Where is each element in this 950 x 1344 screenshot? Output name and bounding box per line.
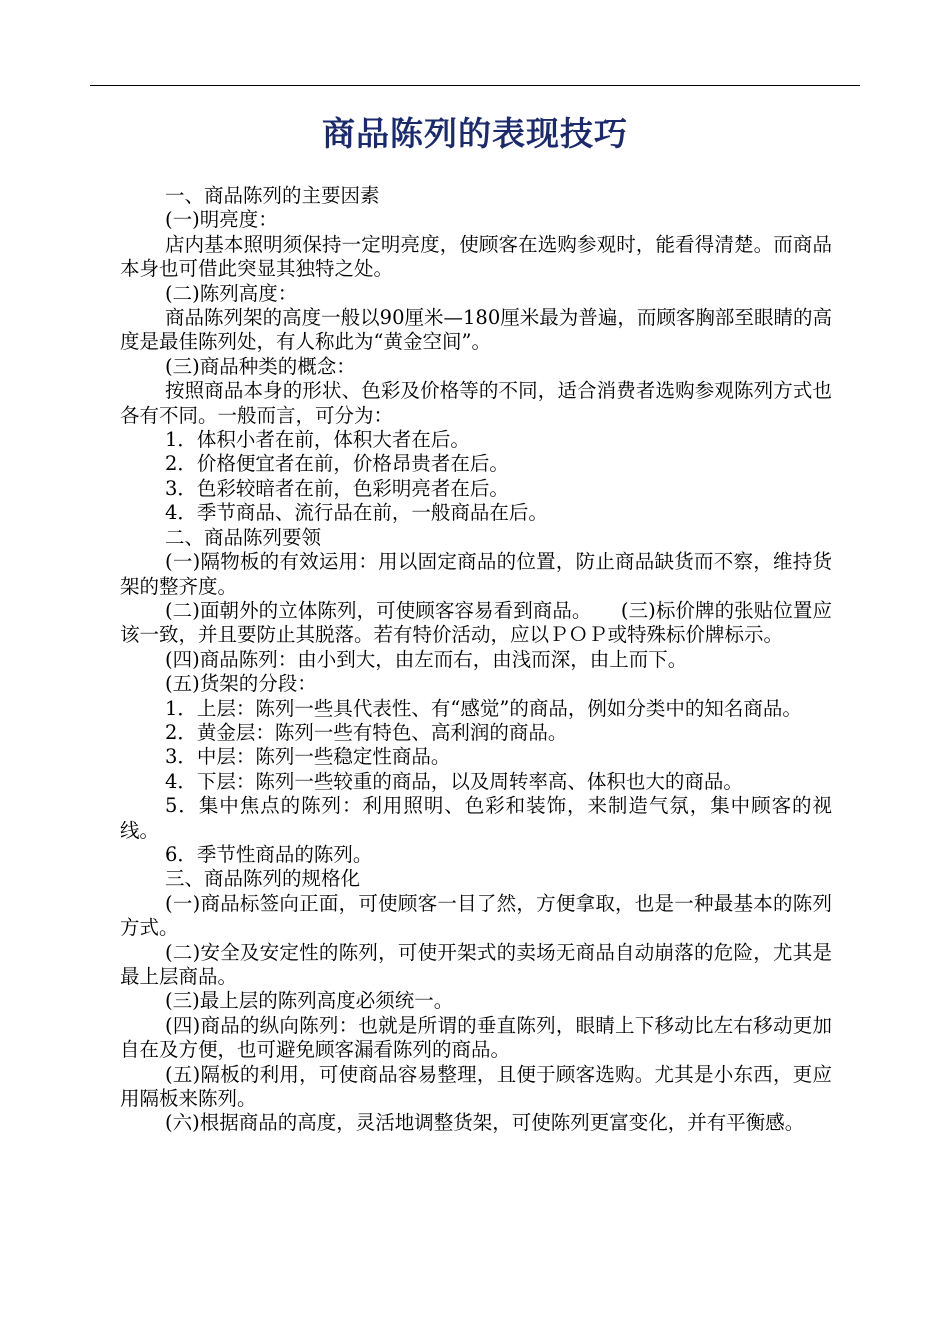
paragraph: (五)货架的分段： bbox=[165, 672, 317, 696]
document-title: 商品陈列的表现技巧 bbox=[322, 114, 628, 153]
paragraph: 1．体积小者在前，体积大者在后。 bbox=[165, 428, 470, 452]
paragraph: 商品陈列架的高度一般以90厘米—180厘米最为普遍，而顾客胸部至眼睛的高度是最佳陈列处，有人称此为“黄金空间”。 bbox=[120, 306, 832, 354]
paragraph: 店内基本照明须保持一定明亮度，使顾客在选购参观时，能看得清楚。而商品本身也可借此突显其独特之处。 bbox=[120, 232, 832, 281]
paragraph: (三)商品种类的概念： bbox=[165, 354, 356, 378]
paragraph: 4．下层：陈列一些较重的商品，以及周转率高、体积也大的商品。 bbox=[165, 769, 743, 793]
paragraph: 三、商品陈列的规格化 bbox=[165, 867, 361, 891]
paragraph: 3．中层：陈列一些稳定性商品。 bbox=[165, 745, 451, 769]
header-rule bbox=[90, 85, 860, 86]
paragraph: 2．价格便宜者在前，价格昂贵者在后。 bbox=[165, 452, 509, 476]
paragraph: 5．集中焦点的陈列：利用照明、色彩和装饰，来制造气氛，集中顾客的视线。 bbox=[120, 794, 832, 842]
paragraph: 2．黄金层：陈列一些有特色、高利润的商品。 bbox=[165, 720, 568, 744]
paragraph: 一、商品陈列的主要因素 bbox=[165, 184, 380, 207]
paragraph: (二)安全及安定性的陈列，可使开架式的卖场无商品自动崩落的危险，尤其是最上层商品。 bbox=[120, 940, 832, 988]
document-body bbox=[120, 184, 832, 1136]
paragraph: (二)陈列高度： bbox=[165, 281, 298, 305]
paragraph: 3．色彩较暗者在前，色彩明亮者在后。 bbox=[165, 476, 509, 500]
paragraph: (一)商品标签向正面，可使顾客一目了然，方便拿取，也是一种最基本的陈列方式。 bbox=[120, 891, 832, 940]
paragraph: 4．季节商品、流行品在前，一般商品在后。 bbox=[165, 501, 548, 525]
paragraph: (四)商品的纵向陈列：也就是所谓的垂直陈列，眼睛上下移动比左右移动更加自在及方便，也可避免顾客漏看陈列的商品。 bbox=[120, 1013, 832, 1062]
paragraph: (四)商品陈列：由小到大，由左而右，由浅而深，由上而下。 bbox=[165, 647, 688, 671]
paragraph: (六)根据商品的高度，灵活地调整货架，可使陈列更富变化，并有平衡感。 bbox=[165, 1111, 805, 1135]
paragraph: (一)明亮度： bbox=[165, 208, 278, 232]
paragraph: 二、商品陈列要领 bbox=[165, 525, 322, 549]
paragraph: 6．季节性商品的陈列。 bbox=[165, 842, 373, 866]
paragraph: (二)面朝外的立体陈列，可使顾客容易看到商品。 (三)标价牌的张贴位置应该一致，并且要防止其脱落。若有特价活动，应以ＰＯＰ或特殊标价牌标示。 bbox=[120, 598, 832, 647]
paragraph: (五)隔板的利用，可使商品容易整理，且便于顾客选购。尤其是小东西，更应用隔板来陈列。 bbox=[120, 1062, 832, 1111]
paragraph: (三)最上层的陈列高度必须统一。 bbox=[165, 989, 454, 1013]
paragraph: 1．上层：陈列一些具代表性、有“感觉”的商品，例如分类中的知名商品。 bbox=[165, 696, 802, 720]
paragraph: 按照商品本身的形状、色彩及价格等的不同，适合消费者选购参观陈列方式也各有不同。一般而言，可分为： bbox=[120, 379, 832, 427]
paragraph: (一)隔物板的有效运用：用以固定商品的位置，防止商品缺货而不察，维持货架的整齐度。 bbox=[120, 550, 832, 598]
